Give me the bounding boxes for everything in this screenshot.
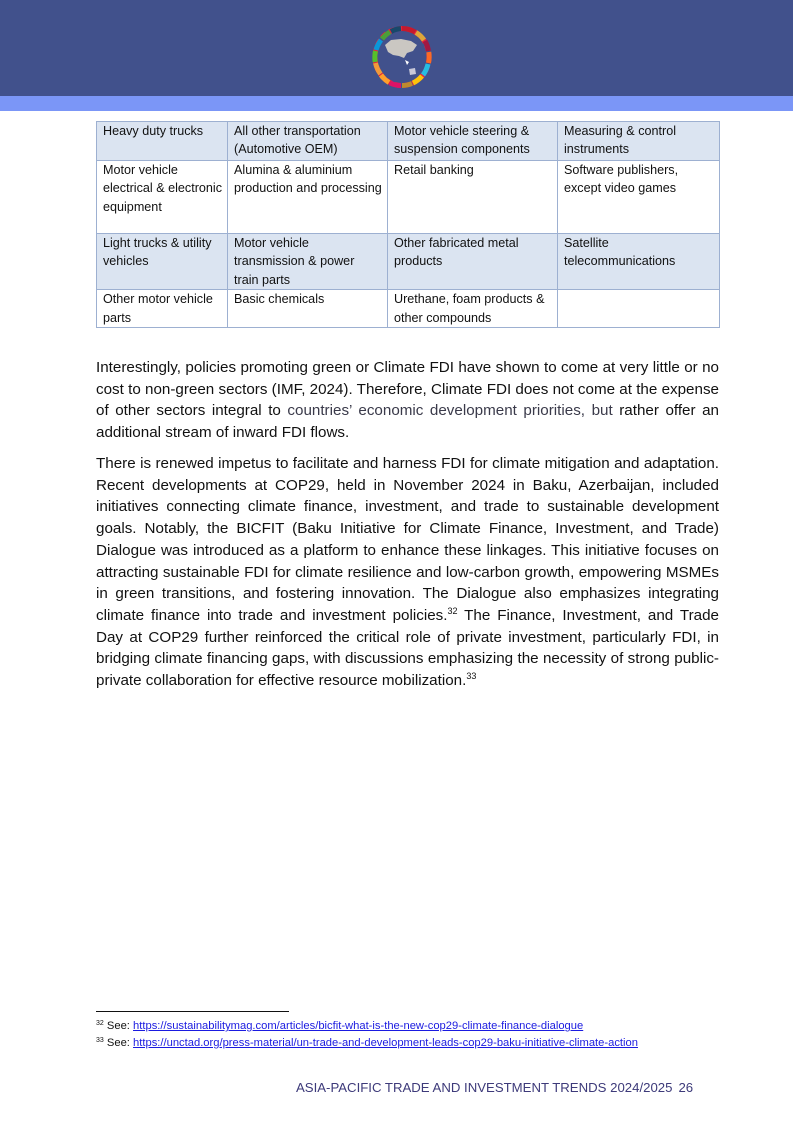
report-title: ASIA-PACIFIC TRADE AND INVESTMENT TRENDS 2024/2025 <box>296 1080 673 1095</box>
footnote-number: 33 <box>96 1037 104 1044</box>
paragraph-text: countries’ economic development priorities, but <box>287 402 613 420</box>
paragraph-text: There is renewed impetus to facilitate and harness FDI for climate mitigation and adaptation. Recent developments at COP29, held in November 2024 in Baku, Azerbaijan, included initiatives connecting climate finance, investment, and trade to sustainable development goals. Notably, the BICFIT (Baku Initiative for Climate Finance, Investment, and Trade) Dialogue was introduced as a platform to enhance these linkages. This initiative focuses on attracting sustainable FDI for climate resilience and low-carbon growth, empowering MSMEs in green transitions, and fostering innovation. The Dialogue also emphasizes integrating climate finance into trade and investment policies. <box>96 455 719 624</box>
table-cell: Motor vehicle transmission & power train parts <box>228 234 388 290</box>
paragraph-text: The Finance, Investment, and Trade Day at COP29 further reinforced the critical role of private investment, particularly FDI, in bridging climate financing gaps, with discussions emphasizing the necessity of strong public-private collaboration for effective resource mobilization. <box>96 606 719 690</box>
footnote-number: 32 <box>96 1020 104 1027</box>
footnote-link[interactable]: https://unctad.org/press-material/un-trade-and-development-leads-cop29-baku-initiative-climate-action <box>133 1037 638 1049</box>
page-footer <box>296 1080 696 1095</box>
table-row <box>97 122 720 161</box>
table-cell: Alumina & aluminium production and processing <box>228 161 388 234</box>
footnote-prefix: See: <box>103 1037 134 1049</box>
table-cell: Motor vehicle steering & suspension components <box>388 122 558 161</box>
footnote-prefix: See: <box>103 1020 134 1032</box>
paragraph-text: Interestingly, policies promoting green or Climate FDI have shown to come at very little or no cost to non-green sectors (IMF, 2024). Therefore, Climate FDI does not come at the expense of other sectors integral to <box>96 359 719 420</box>
table-cell: Satellite telecommunications <box>558 234 720 290</box>
table-cell: Retail banking <box>388 161 558 234</box>
table-cell: Measuring & control instruments <box>558 122 720 161</box>
page-number: 26 <box>678 1080 694 1095</box>
footnote-ref-33[interactable]: 33 <box>466 671 477 682</box>
table-row <box>97 161 720 234</box>
table-cell: Light trucks & utility vehicles <box>97 234 228 290</box>
footnote-divider <box>96 1011 289 1012</box>
table-cell: Urethane, foam products & other compounds <box>388 290 558 328</box>
table-cell: Software publishers, except video games <box>558 161 720 234</box>
table-cell: Other motor vehicle parts <box>97 290 228 328</box>
table-cell: Heavy duty trucks <box>97 122 228 161</box>
footnote-link[interactable]: https://sustainabilitymag.com/articles/bicfit-what-is-the-new-cop29-climate-finance-dialogue <box>133 1020 584 1032</box>
footnote-33 <box>96 1036 638 1050</box>
table-row <box>97 234 720 290</box>
header-stripe <box>0 96 793 111</box>
table-cell: All other transportation (Automotive OEM) <box>228 122 388 161</box>
table-cell: Other fabricated metal products <box>388 234 558 290</box>
sector-table <box>96 121 720 328</box>
paragraph-cop29-bicfit <box>96 453 719 692</box>
footnote-32 <box>96 1019 583 1033</box>
paragraph-climate-fdi-cost <box>96 357 719 444</box>
table-cell <box>558 290 720 328</box>
footnote-ref-32[interactable]: 32 <box>447 605 458 616</box>
table-cell: Motor vehicle electrical & electronic equipment <box>97 161 228 234</box>
paragraph-text: rather offer an additional stream of inward FDI flows. <box>96 402 719 442</box>
table-cell: Basic chemicals <box>228 290 388 328</box>
table-row <box>97 290 720 328</box>
asia-pacific-map-sdg-ring-icon <box>371 25 433 89</box>
